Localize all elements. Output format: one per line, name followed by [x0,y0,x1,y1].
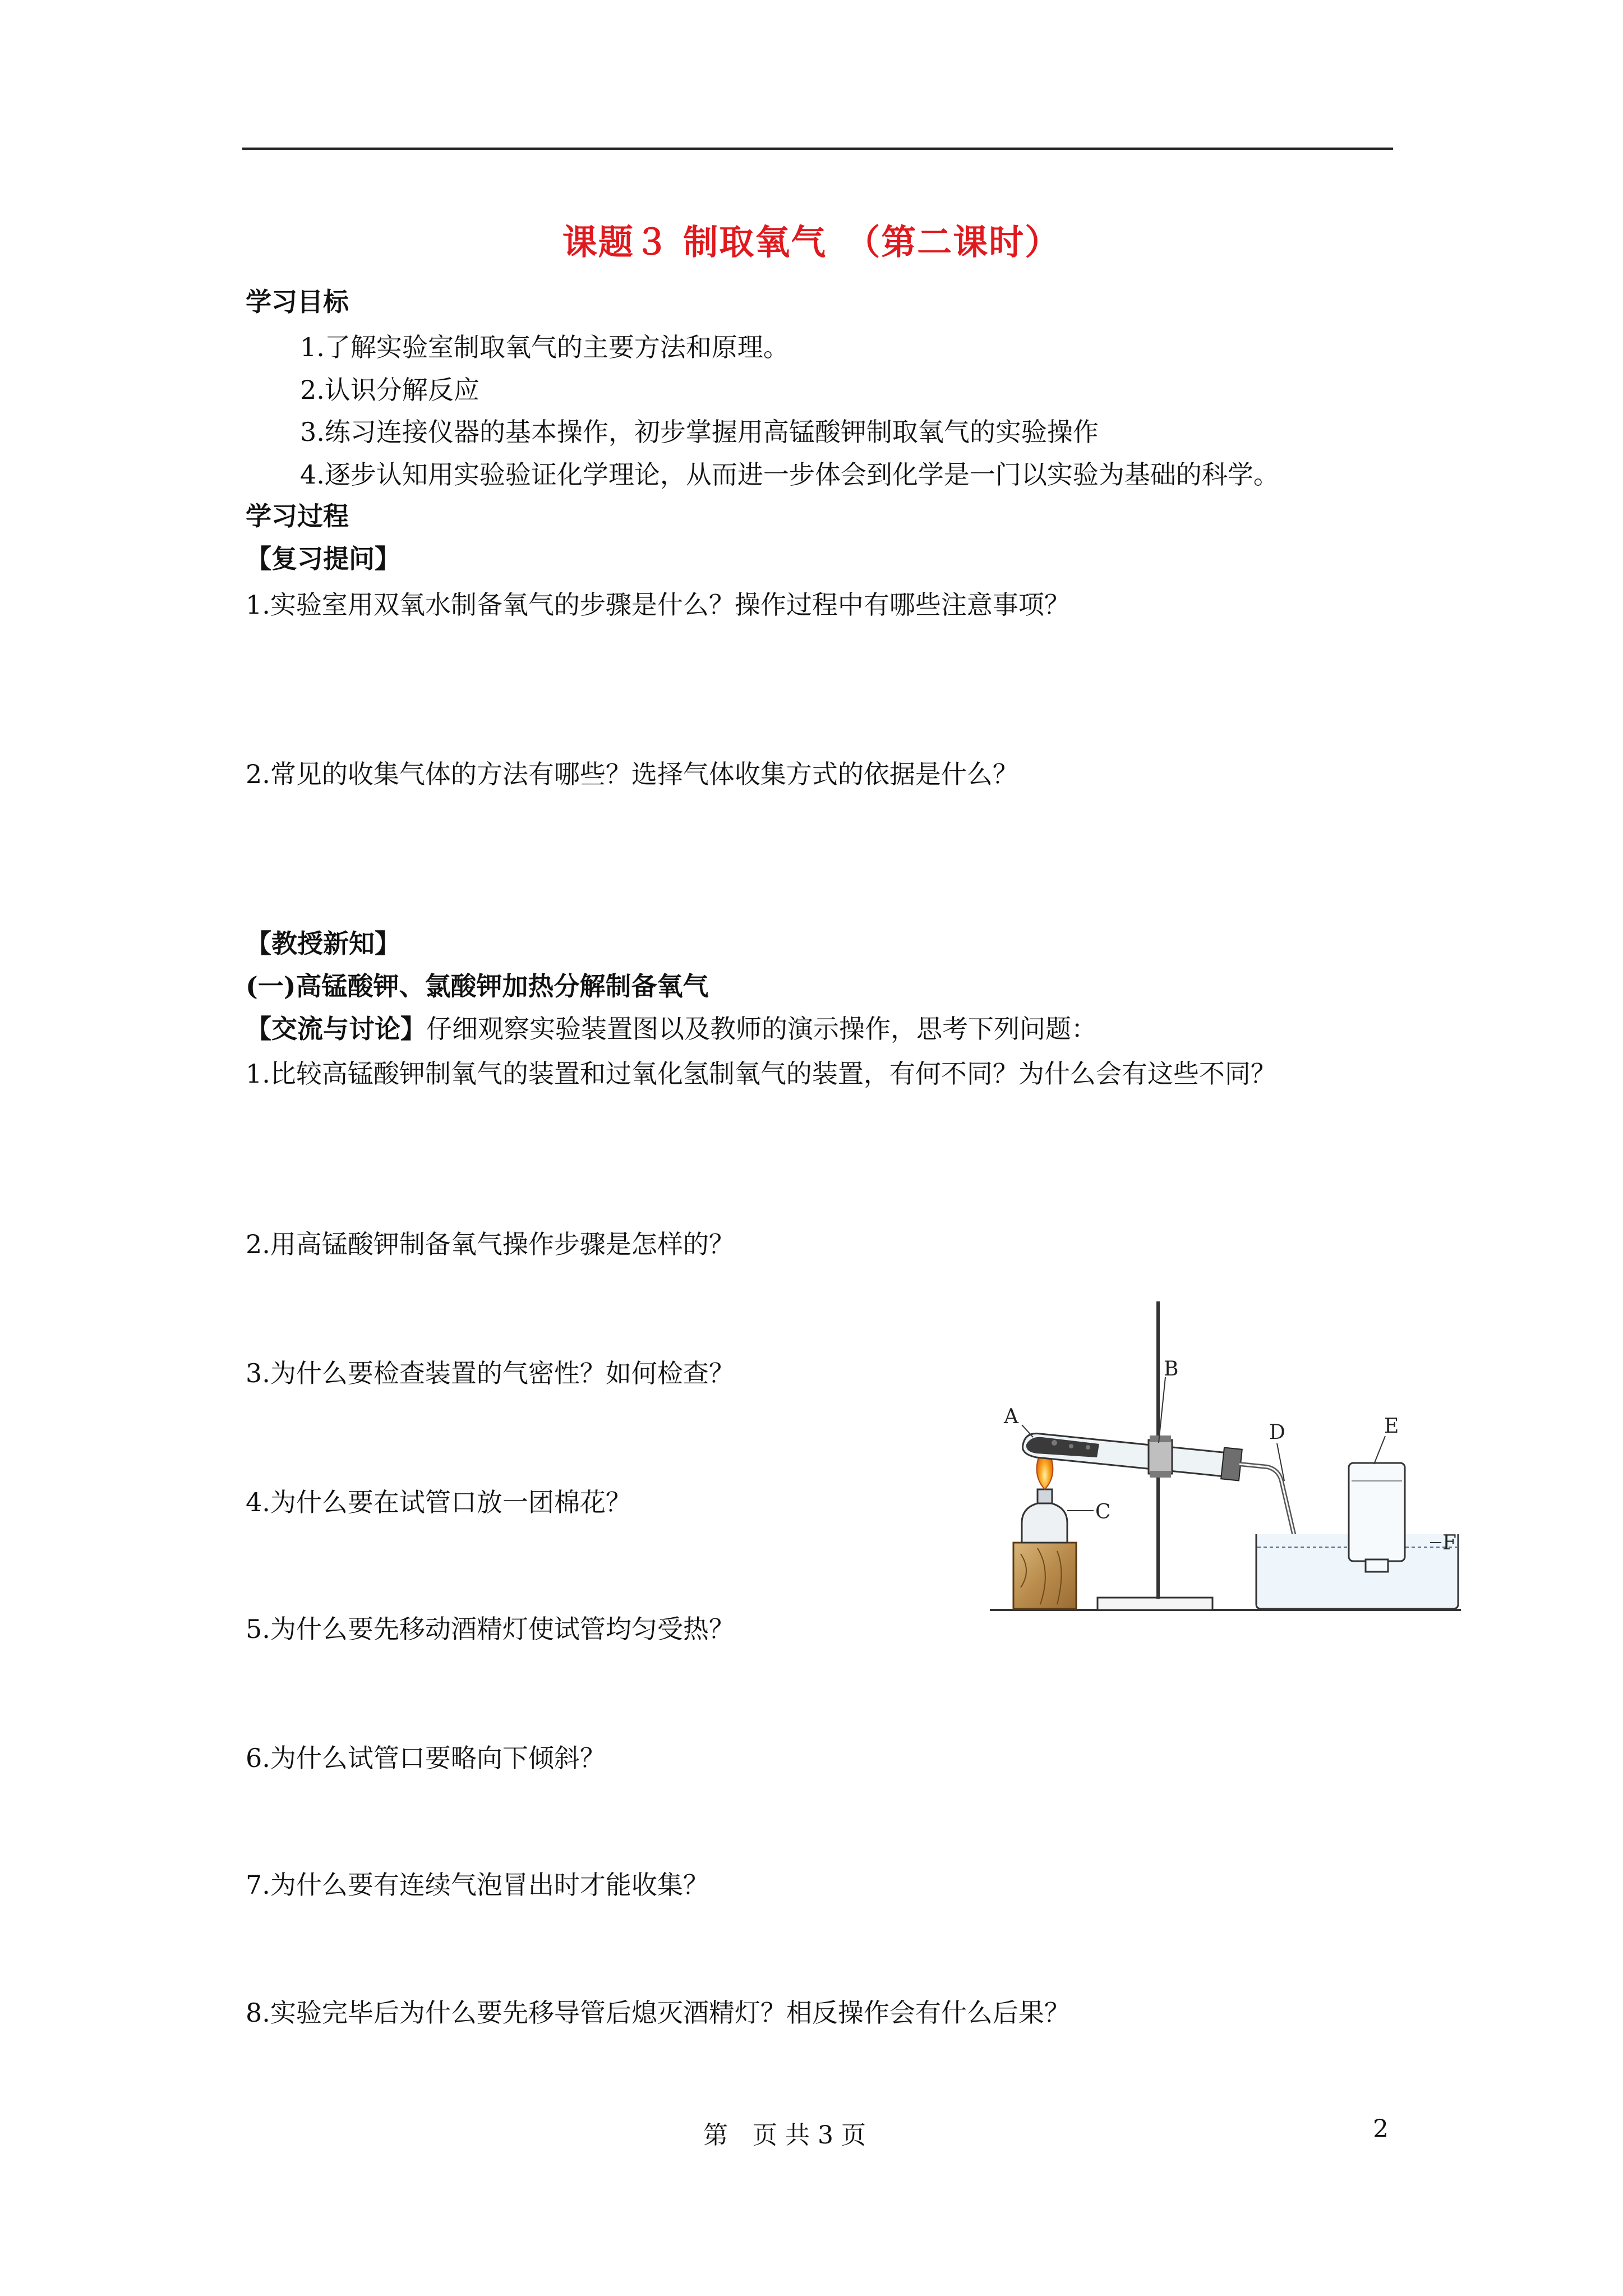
objective-item: 3.练习连接仪器的基本操作，初步掌握用高锰酸钾制取氧气的实验操作 [300,417,1099,447]
clamp [1149,1440,1172,1474]
review-question: 2.常见的收集气体的方法有哪些？选择气体收集方式的依据是什么？ [246,759,1018,789]
discussion-label: 【交流与讨论】 [246,1014,426,1044]
label-a: A [1004,1405,1018,1428]
label-d: D [1269,1421,1285,1444]
alcohol-lamp [1022,1503,1067,1543]
objective-item: 4.逐步认知用实验验证化学理论，从而进一步体会到化学是一门以实验为基础的科学。 [300,459,1279,490]
question-item: 4.为什么要在试管口放一团棉花？ [246,1487,631,1517]
question-item: 7.为什么要有连续气泡冒出时才能收集？ [246,1870,709,1900]
collecting-bottle [1349,1463,1405,1561]
question-item: 6.为什么试管口要略向下倾斜？ [246,1743,606,1773]
discussion-text: 仔细观察实验装置图以及教师的演示操作，思考下列问题： [426,1014,1097,1044]
objective-item: 1.了解实验室制取氧气的主要方法和原理。 [300,332,789,362]
stand-base [1098,1598,1212,1610]
label-e: E [1384,1415,1399,1438]
question-item: 8.实验完毕后为什么要先移导管后熄灭酒精灯？相反操作会有什么后果？ [246,1998,1070,2028]
review-question: 1.实验室用双氧水制备氧气的步骤是什么？操作过程中有哪些注意事项？ [246,590,1070,620]
section-heading: (一)高锰酸钾、氯酸钾加热分解制备氧气 [246,971,709,1001]
process-heading: 学习过程 [246,501,349,531]
discussion-line [246,1012,1097,1046]
label-b: B [1164,1358,1179,1381]
label-f: F [1442,1531,1456,1554]
test-tube [1023,1433,1229,1476]
new-knowledge-heading: 【教授新知】 [246,928,400,959]
question-item: 3.为什么要检查装置的气密性？如何检查？ [246,1358,735,1388]
page-number: 2 [1373,2115,1389,2143]
question-item: 2.用高锰酸钾制备氧气操作步骤是怎样的？ [246,1229,735,1259]
question-item: 1.比较高锰酸钾制氧气的装置和过氧化氢制氧气的装置，有何不同？为什么会有这些不同？ [246,1059,1276,1089]
objective-item: 2.认识分解反应 [300,375,479,405]
footer-page-info: 第 页 共 3 页 [703,2121,866,2150]
page-title: 课题３ 制取氧气 （第二课时） [562,222,1061,263]
review-heading: 【复习提问】 [246,544,400,574]
oxygen-apparatus-diagram [987,1296,1464,1621]
header-rule [242,148,1393,150]
question-item: 5.为什么要先移动酒精灯使试管均匀受热？ [246,1614,735,1644]
objectives-heading: 学习目标 [246,287,349,317]
label-c: C [1095,1501,1111,1524]
stopper [1221,1447,1242,1480]
